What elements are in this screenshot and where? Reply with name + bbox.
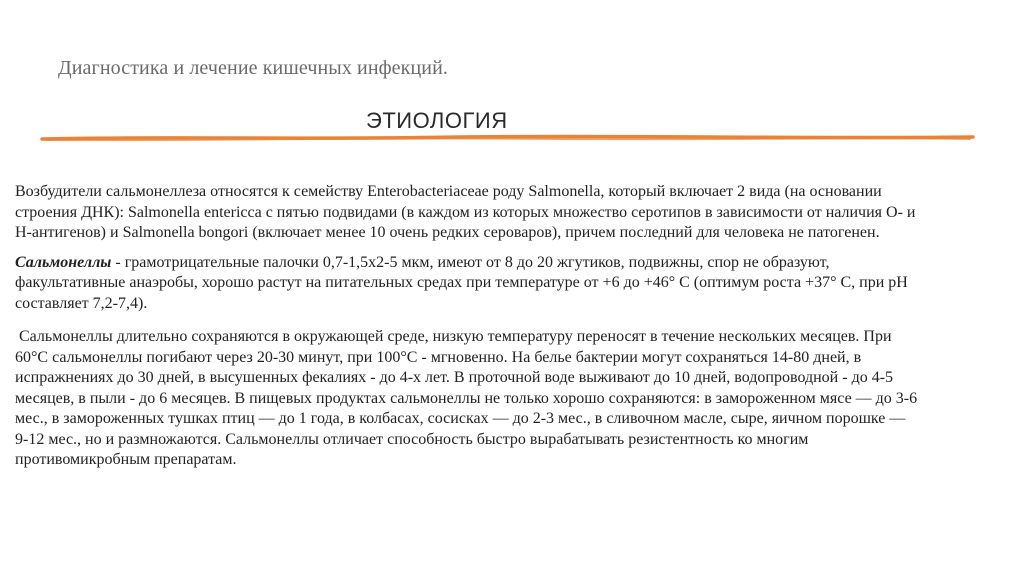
- slide-body: [15, 182, 920, 480]
- paragraph-survival: [15, 327, 920, 471]
- paragraph-survival-text: Сальмонеллы длительно сохраняются в окружающей среде, низкую температуру переносят в течение нескольких месяцев. При 60°С сальмонеллы погибают через 20-30 минут, при 100°С - мгновенно. На белье бактерии могут сохраняться 14-80 дней, в испражнениях до 30 дней, в высушенных фекалиях - до 4-х лет. В проточной воде выживают до 10 дней, водопроводной - до 4-5 месяцев, в пыли - до 6 месяцев. В пищевых продуктах сальмонеллы не только хорошо сохраняются: в замороженном мясе — до 3-6 мес., в замороженных тушках птиц — до 1 года, в колбасах, сосисках — до 2-3 мес., в сливочном масле, сыре, яичном порошке — 9-12 мес., но и размножаются. Сальмонеллы отличает способность быстро вырабатывать резистентность ко многим противомикробным препаратам.: [15, 328, 918, 468]
- slide-header: Диагностика и лечение кишечных инфекций.: [58, 57, 448, 79]
- slide-title: ЭТИОЛОГИЯ: [366, 108, 508, 133]
- brush-stroke-divider: [40, 131, 975, 145]
- paragraph-morphology-text: - грамотрицательные палочки 0,7-1,5х2-5 мкм, имеют от 8 до 20 жгутиков, подвижны, спор не образуют, факультативные анаэробы, хорошо растут на питательных средах при температуре от +6 до +46° С (оптимум роста +37° С, при рН составляет 7,2-7,4).: [15, 253, 908, 312]
- term-salmonella: Сальмонеллы: [15, 253, 112, 271]
- paragraph-classification: Возбудители сальмонеллеза относятся к семейству Enterobacteriaceae роду Salmonella, который включает 2 вида (на основании строения ДНК): Salmonella entericca с пятью подвидами (в каждом из которых множество серотипов в зависимости от наличия О- и Н-антигенов) и Salmonella bongori (включает менее 10 очень редких сероваров), причем последний для человека не патогенен.: [15, 183, 916, 241]
- paragraph-morphology: [15, 253, 920, 315]
